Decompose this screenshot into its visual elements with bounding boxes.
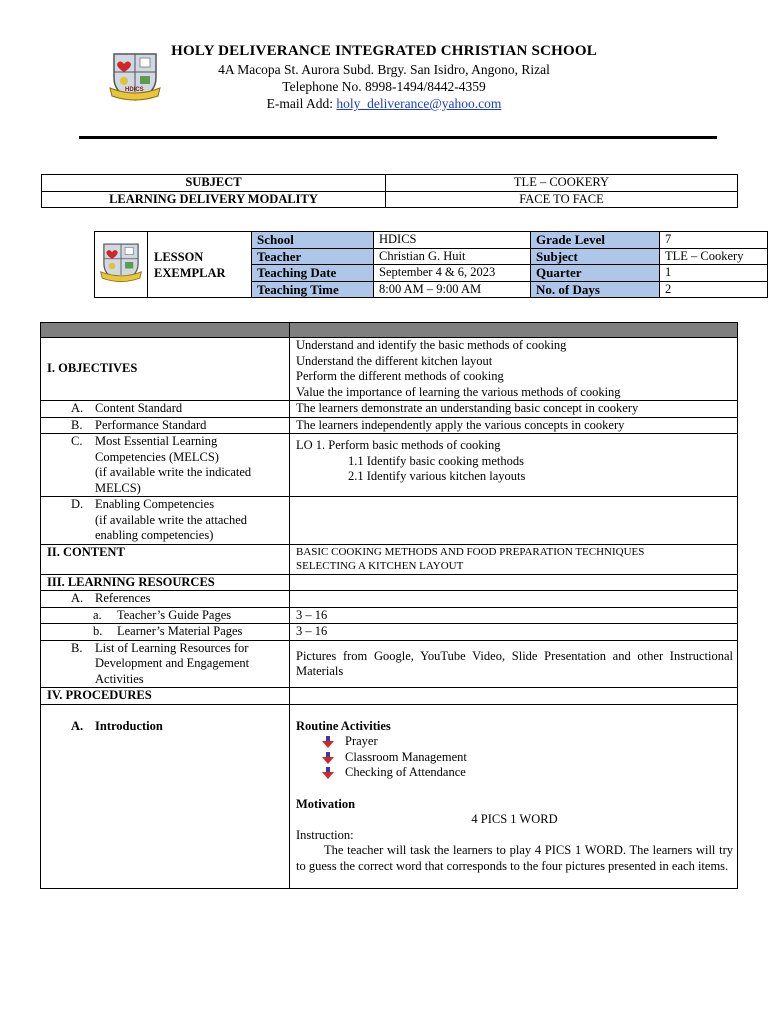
melcs-label-line1: Most Essential Learning — [95, 434, 218, 448]
procedures-label: IV. PROCEDURES — [41, 688, 290, 705]
teacher-value: Christian G. Huit — [374, 248, 531, 265]
lesson-school-logo — [99, 239, 143, 285]
teacher-label: Teacher — [252, 248, 374, 265]
performance-standard-value: The learners independently apply the various concepts in cookery — [290, 417, 738, 434]
content-standard-value: The learners demonstrate an understanding basic concept in cookery — [290, 401, 738, 418]
teaching-date-label: Teaching Date — [252, 265, 374, 282]
grade-level-label: Grade Level — [531, 232, 660, 249]
days-label: No. of Days — [531, 281, 660, 298]
performance-standard-row — [41, 417, 738, 434]
school-address: 4A Macopa St. Aurora Subd. Brgy. San Isidro, Angono, Rizal — [218, 62, 550, 77]
melcs-row — [41, 434, 738, 497]
school-telephone: Telephone No. 8998-1494/8442-4359 — [282, 79, 486, 94]
plan-header-cell-right — [290, 323, 738, 338]
content-standard-row — [41, 401, 738, 418]
melcs-sub2: 2.1 Identify various kitchen layouts — [348, 469, 526, 483]
instruction-text: The teacher will task the learners to play 4 PICS 1 WORD. The learners will try to guess the correct word that corresponds to the four pictures presented in each items. — [296, 843, 733, 873]
subject-value: TLE – COOKERY — [386, 175, 738, 192]
modality-value: FACE TO FACE — [386, 191, 738, 208]
routine-list — [296, 734, 733, 781]
introduction-label — [41, 704, 290, 889]
routine-item: Prayer — [345, 734, 378, 748]
teachers-guide-row — [41, 607, 738, 624]
references-value — [290, 591, 738, 608]
teaching-time-value: 8:00 AM – 9:00 AM — [374, 281, 531, 298]
grade-level-value: 7 — [660, 232, 768, 249]
resources-value — [290, 574, 738, 591]
days-value: 2 — [660, 281, 768, 298]
objectives-row — [41, 338, 738, 401]
arrow-bullet-icon — [322, 752, 334, 764]
introduction-value — [290, 704, 738, 889]
enabling-row — [41, 497, 738, 545]
list-item — [322, 750, 733, 766]
melcs-lo: LO 1. Perform basic methods of cooking — [296, 438, 501, 452]
learners-material-label — [41, 624, 290, 641]
enabling-label-line2: (if available write the attached — [95, 512, 248, 527]
learners-material-row — [41, 624, 738, 641]
melcs-label-line2: Competencies (MELCS) — [95, 449, 219, 464]
objective-item: Understand and identify the basic methods of cooking — [296, 338, 567, 352]
content-row — [41, 544, 738, 574]
teaching-time-label: Teaching Time — [252, 281, 374, 298]
lesson-title-line2: EXEMPLAR — [154, 265, 226, 280]
content-line2: SELECTING A KITCHEN LAYOUT — [296, 560, 464, 572]
performance-standard-num: B. — [71, 417, 83, 432]
resource-list-row — [41, 640, 738, 688]
content-standard-text: Content Standard — [95, 401, 183, 415]
school-email — [0, 96, 768, 112]
arrow-bullet-icon — [322, 736, 334, 748]
email-label: E-mail Add: — [266, 96, 337, 111]
enabling-label — [41, 497, 290, 545]
procedures-value — [290, 688, 738, 705]
introduction-row — [41, 704, 738, 889]
references-label — [41, 591, 290, 608]
content-standard-num: A. — [71, 401, 84, 415]
subject-label: SUBJECT — [42, 175, 386, 192]
resource-list-line3: Activities — [95, 671, 144, 686]
lesson-exemplar-title — [148, 232, 252, 298]
lesson-plan-table — [40, 322, 738, 889]
enabling-label-line1: Enabling Competencies — [95, 497, 215, 511]
subject-table — [41, 174, 738, 208]
performance-standard-text: Performance Standard — [95, 417, 207, 432]
routine-title: Routine Activities — [296, 718, 391, 733]
teachers-guide-text: Teacher’s Guide Pages — [117, 607, 232, 622]
references-num: A. — [71, 591, 84, 605]
learners-material-value: 3 – 16 — [290, 624, 738, 641]
performance-standard-label — [41, 417, 290, 434]
arrow-bullet-icon — [322, 767, 334, 779]
introduction-num: A. — [71, 718, 84, 733]
objective-item: Value the importance of learning the various methods of cooking — [296, 384, 621, 399]
melcs-label-line3: (if available write the indicated — [95, 465, 252, 479]
quarter-label: Quarter — [531, 265, 660, 282]
teachers-guide-num: a. — [93, 607, 102, 622]
email-link[interactable]: holy_deliverance@yahoo.com — [336, 96, 502, 111]
melcs-label-line4: MELCS) — [95, 480, 141, 495]
content-label: II. CONTENT — [41, 544, 290, 574]
objectives-label: I. OBJECTIVES — [41, 338, 290, 401]
header-divider — [79, 136, 717, 139]
school-value: HDICS — [374, 232, 531, 249]
list-item — [322, 734, 733, 750]
lesson-logo-cell — [95, 232, 148, 298]
game-title: 4 PICS 1 WORD — [471, 812, 558, 826]
resource-list-value: Pictures from Google, YouTube Video, Slide Presentation and other Instructional Materials — [290, 640, 738, 688]
content-line1: BASIC COOKING METHODS AND FOOD PREPARATION TECHNIQUES — [296, 545, 645, 558]
resources-label: III. LEARNING RESOURCES — [41, 574, 290, 591]
lesson-subject-value: TLE – Cookery — [660, 248, 768, 265]
school-name: HOLY DELIVERANCE INTEGRATED CHRISTIAN SCHOOL — [171, 43, 597, 59]
melcs-value — [290, 434, 738, 497]
routine-item: Classroom Management — [345, 749, 467, 764]
plan-header-bar — [41, 323, 738, 338]
melcs-num: C. — [71, 434, 83, 448]
lesson-title-line1: LESSON — [154, 249, 204, 264]
objective-item: Understand the different kitchen layout — [296, 353, 493, 368]
melcs-sub1: 1.1 Identify basic cooking methods — [348, 453, 525, 468]
lesson-subject-label: Subject — [531, 248, 660, 265]
enabling-value — [290, 497, 738, 545]
procedures-row — [41, 688, 738, 705]
references-text: References — [95, 591, 151, 605]
teachers-guide-label — [41, 607, 290, 624]
list-item — [322, 765, 733, 781]
content-standard-label — [41, 401, 290, 418]
resource-list-line1: List of Learning Resources for — [95, 640, 249, 655]
routine-item: Checking of Attendance — [345, 765, 466, 779]
lesson-exemplar-table — [94, 231, 768, 298]
teaching-date-value: September 4 & 6, 2023 — [374, 265, 531, 282]
learners-material-text: Learner’s Material Pages — [117, 624, 243, 638]
logo-banner-text: HDICS — [125, 87, 144, 93]
objective-item: Perform the different methods of cooking — [296, 369, 504, 383]
resource-list-label — [41, 640, 290, 688]
references-row — [41, 591, 738, 608]
quarter-value: 1 — [660, 265, 768, 282]
enabling-num: D. — [71, 497, 84, 511]
introduction-text: Introduction — [95, 718, 163, 733]
learners-material-num: b. — [93, 624, 103, 638]
plan-header-cell-left — [41, 323, 290, 338]
resources-row — [41, 574, 738, 591]
motivation-title: Motivation — [296, 796, 356, 811]
school-label: School — [252, 232, 374, 249]
objectives-list — [290, 338, 738, 401]
content-value — [290, 544, 738, 574]
instruction-label: Instruction: — [296, 827, 354, 842]
resource-list-num: B. — [71, 640, 83, 655]
resource-list-line2: Development and Engagement — [95, 656, 250, 670]
teachers-guide-value: 3 – 16 — [290, 607, 738, 624]
enabling-label-line3: enabling competencies) — [95, 528, 214, 542]
modality-label: LEARNING DELIVERY MODALITY — [42, 191, 386, 208]
melcs-label — [41, 434, 290, 497]
